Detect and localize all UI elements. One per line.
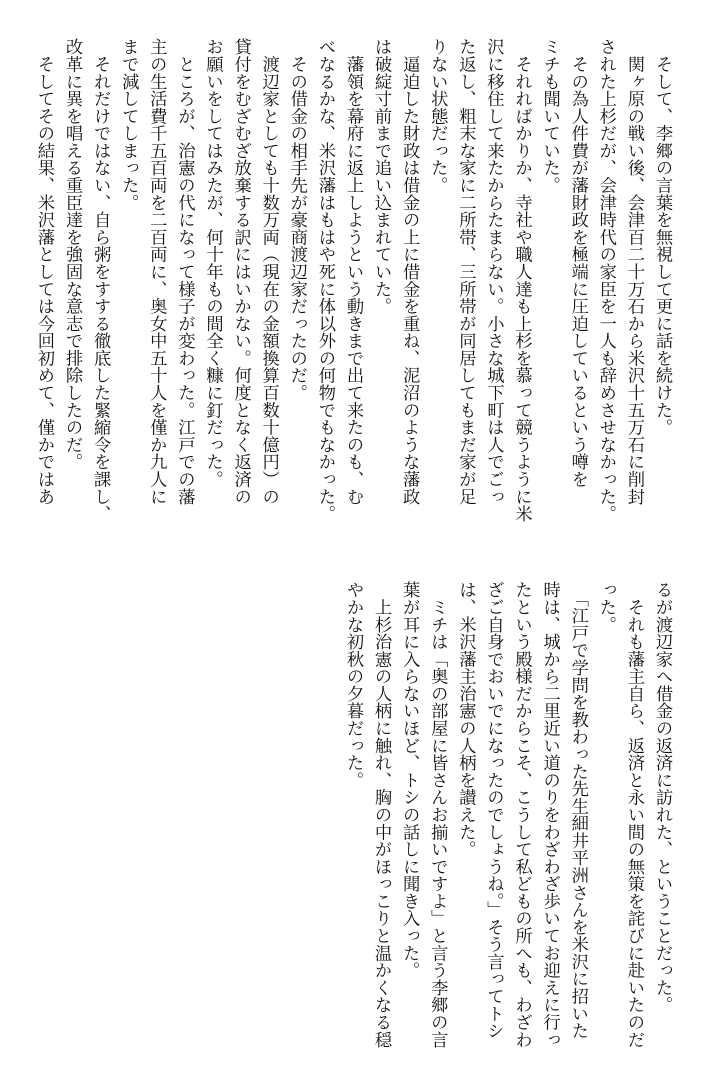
text-line: された上杉だが、会津時代の家臣を一人も辞めさせなかった。: [595, 38, 616, 523]
text-line: その為人件費が藩財政を極端に圧迫しているという噂を: [567, 38, 588, 488]
text-line: 藩領を幕府に返上しようという動きまで出て来たのも、む: [342, 38, 363, 505]
text-line: まで減してしまった。: [118, 38, 139, 211]
text-line: それも藩主自ら、返済と永い間の無策を詫びに赴いたのだ: [623, 581, 644, 1048]
text-line: 「江戸で学問を教わった先生細井平洲さんを米沢に招いた: [567, 581, 588, 1040]
upper-text-block: [33, 38, 676, 560]
text-line: は、米沢藩主治憲の人柄を讃えた。: [455, 581, 476, 858]
text-line: ところが、治憲の代になって様子が変わった。江戸での藩: [174, 38, 195, 505]
text-line: ざご自身でおいでになったのでしょうね。」そう言ってトシ: [483, 581, 504, 1040]
text-line: そしてその結果、米沢藩としては今回初めて、僅かではあ: [33, 38, 54, 505]
text-line: 上杉治憲の人柄に触れ、胸の中がほっこりと温かくなる穏: [371, 581, 392, 1048]
text-line: それだけではない、自ら粥をすする徹底した緊縮令を課し、: [90, 38, 111, 523]
text-line: 関ヶ原の戦い後、会津百二十万石から米沢十五万石に削封: [623, 38, 644, 505]
text-line: 時は、城から二里近い道のりをわざわざ歩いてお迎えに行っ: [539, 581, 560, 1048]
text-line: 沢に移住して来たからたまらない。小さな城下町は人でごっ: [483, 38, 504, 505]
text-line: ミチは「奥の部屋に皆さんお揃いですよ」と言う李郷の言: [427, 581, 448, 1048]
text-line: 渡辺家としても十数万両（現在の金額換算百数十億円）の: [258, 38, 279, 505]
text-line: 貸付をむざむざ放棄する訳にはいかない。何度となく返済の: [230, 38, 251, 505]
text-line: 葉が耳に入らないほど、トシの話しに聞き入った。: [399, 581, 420, 979]
text-line: るが渡辺家へ借金の返済に訪れた、ということだった。: [652, 581, 672, 1014]
text-line: りない状態だった。: [427, 38, 448, 194]
text-line: ミチも聞いていた。: [539, 38, 560, 194]
text-line: った。: [595, 581, 616, 633]
text-line: 改革に異を唱える重臣達を強固な意志で排除したのだ。: [62, 38, 83, 471]
text-line: 主の生活費千五百両を二百両に、奥女中五十人を僅か九人に: [146, 38, 167, 505]
text-line: は破綻寸前まで追い込まれていた。: [371, 38, 392, 315]
text-line: べなるかな、米沢藩はもはや死に体以外の何物でもなかった。: [314, 38, 335, 523]
text-line: たという殿様だからこそ、こうして私どもの所へも、わざわ: [511, 581, 532, 1048]
text-line: 逼迫した財政は借金の上に借金を重ね、泥沼のような藩政: [399, 38, 420, 505]
text-line: それればかりか、寺社や職人達も上杉を慕って競うように米: [511, 38, 532, 523]
text-line: た返し、粗末な家に二所帯、三所帯が同居してもまだ家が足: [455, 38, 476, 505]
text-line: そして、李郷の言葉を無視して更に話を続けた。: [652, 38, 672, 436]
text-line: やかな初秋の夕暮だった。: [342, 581, 363, 789]
lower-text-block: [342, 581, 676, 1056]
text-line: お願いをしてはみたが、何十年もの間全く糠に釘だった。: [202, 38, 223, 488]
text-line: その借金の相手先が豪商渡辺家だったのだ。: [286, 38, 307, 402]
